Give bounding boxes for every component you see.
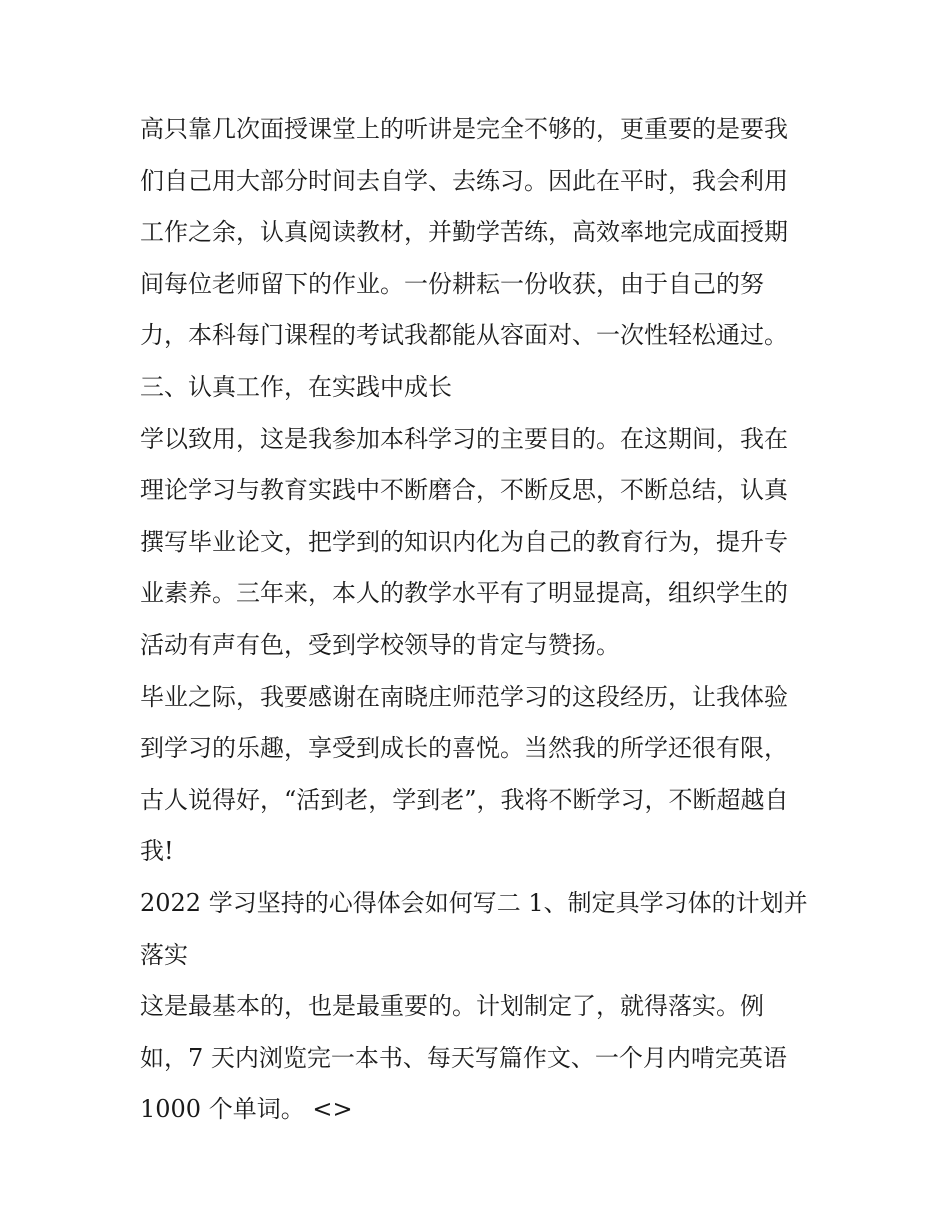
text-line: 毕业之际，我要感谢在南晓庄师范学习的这段经历，让我体验 (140, 682, 788, 711)
text-line: 我! (140, 837, 174, 866)
section-heading: 三、认真工作，在实践中成长 (140, 372, 452, 401)
text-line: 学以致用，这是我参加本科学习的主要目的。在这期间，我在 (140, 424, 788, 453)
text-line: 间每位老师留下的作业。一份耕耘一份收获，由于自己的努 (140, 269, 764, 298)
document-body (140, 104, 820, 1136)
section-heading: 落实 (140, 940, 188, 969)
text-line: 们自己用大部分时间去自学、去练习。因此在平时，我会利用 (140, 166, 788, 195)
text-line: 高只靠几次面授课堂上的听讲是完全不够的，更重要的是要我 (140, 115, 788, 143)
section-heading: 2022 学习坚持的心得体会如何写二 1、制定具学习体的计划并 (140, 888, 808, 917)
text-line: 这是最基本的，也是最重要的。计划制定了，就得落实。例 (140, 992, 764, 1021)
text-line: 活动有声有色，受到学校领导的肯定与赞扬。 (140, 630, 620, 659)
text-line: 力，本科每门课程的考试我都能从容面对、一次性轻松通过。 (140, 321, 788, 350)
text-line: 1000 个单词。 <> (140, 1095, 353, 1124)
text-line: 撰写毕业论文，把学到的知识内化为自己的教育行为，提升专 (140, 527, 788, 556)
text-line: 古人说得好，“活到老，学到老”，我将不断学习，不断超越自 (140, 785, 789, 814)
text-line: 工作之余，认真阅读教材，并勤学苦练，高效率地完成面授期 (140, 218, 788, 247)
text-line: 如，7 天内浏览完一本书、每天写篇作文、一个月内啃完英语 (140, 1043, 787, 1072)
text-line: 理论学习与教育实践中不断磨合，不断反思，不断总结，认真 (140, 476, 788, 505)
text-line: 到学习的乐趣，享受到成长的喜悦。当然我的所学还很有限， (140, 734, 788, 763)
text-line: 业素养。三年来，本人的教学水平有了明显提高，组织学生的 (140, 579, 788, 608)
